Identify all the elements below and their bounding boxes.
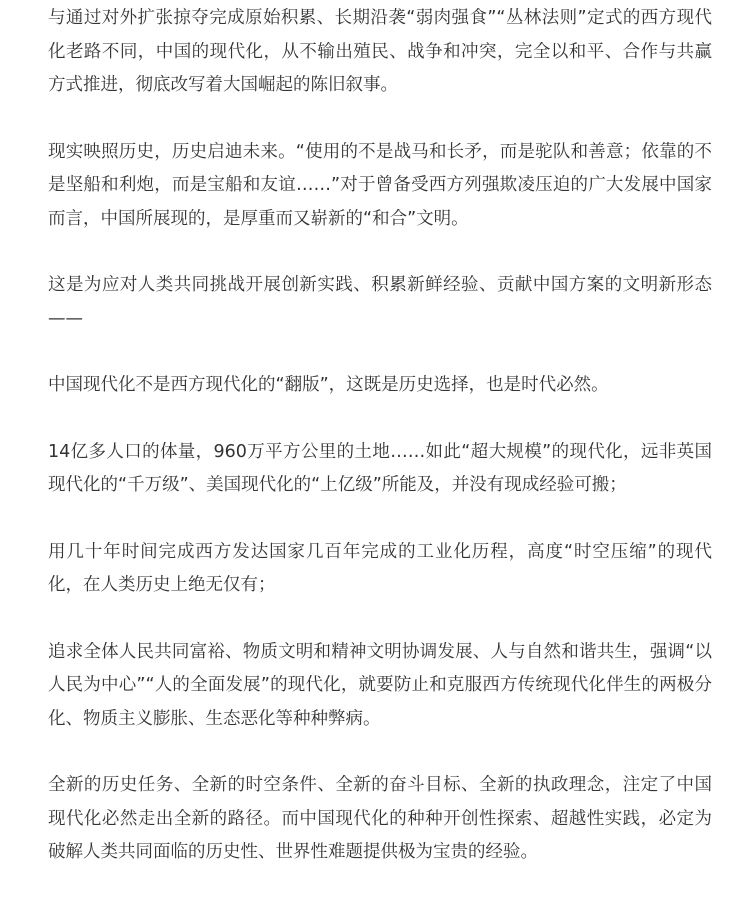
paragraph-2: 现实映照历史，历史启迪未来。“使用的不是战马和长矛，而是驼队和善意；依靠的不是坚船和利炮，而是宝船和友谊……”对于曾备受西方列强欺凌压迫的广大发展中国家而言，中国所展现的，是厚重而又崭新的“和合”文明。 [48, 141, 712, 229]
article-body [48, 0, 712, 903]
paragraph-7: 追求全体人民共同富裕、物质文明和精神文明协调发展、人与自然和谐共生，强调“以人民为中心”“人的全面发展”的现代化，就要防止和克服西方传统现代化伴生的两极分化、物质主义膨胀、生态恶化等种种弊病。 [48, 641, 712, 729]
paragraph-8: 全新的历史任务、全新的时空条件、全新的奋斗目标、全新的执政理念，注定了中国现代化必然走出全新的路径。而中国现代化的种种开创性探索、超越性实践，必定为破解人类共同面临的历史性、世界性难题提供极为宝贵的经验。 [48, 775, 712, 862]
paragraph-4: 中国现代化不是西方现代化的“翻版”，这既是历史选择，也是时代必然。 [48, 375, 609, 395]
paragraph-5: 14亿多人口的体量，960万平方公里的土地……如此“超大规模”的现代化，远非英国现代化的“千万级”、美国现代化的“上亿级”所能及，并没有现成经验可搬； [48, 441, 712, 495]
paragraph-1: 与通过对外扩张掠夺完成原始积累、长期沿袭“弱肉强食”“丛林法则”定式的西方现代化老路不同，中国的现代化，从不输出殖民、战争和冲突，完全以和平、合作与共赢方式推进，彻底改写着大国崛起的陈旧叙事。 [48, 8, 712, 95]
paragraph-3: 这是为应对人类共同挑战开展创新实践、积累新鲜经验、贡献中国方案的文明新形态—— [48, 275, 712, 329]
paragraph-6: 用几十年时间完成西方发达国家几百年完成的工业化历程，高度“时空压缩”的现代化，在人类历史上绝无仅有； [48, 541, 712, 595]
